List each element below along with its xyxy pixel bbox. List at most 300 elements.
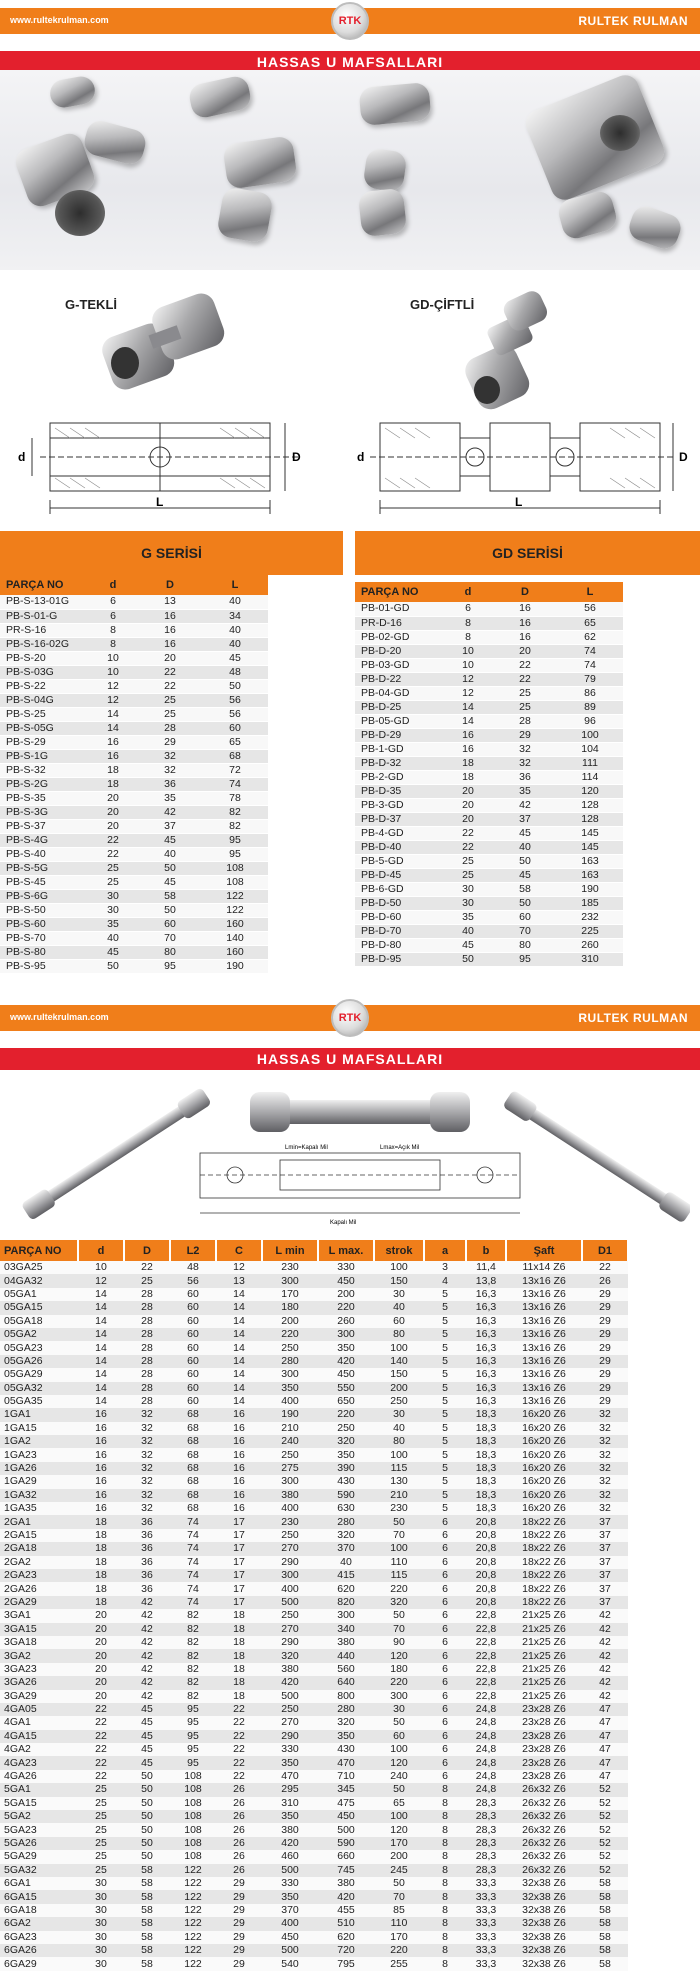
- table-cell: 96: [557, 714, 623, 728]
- table-cell: PB-D-60: [355, 910, 443, 924]
- table-row: [355, 714, 623, 728]
- table-cell: 14: [88, 707, 138, 721]
- table-cell: 13x16 Z6: [506, 1301, 582, 1314]
- table-cell: 300: [262, 1569, 318, 1582]
- single-joint-label: G-TEKLİ: [65, 297, 117, 312]
- table-cell: 16: [493, 616, 557, 630]
- table-cell: 26x32 Z6: [506, 1864, 582, 1877]
- table-cell: 16: [493, 630, 557, 644]
- table-cell: 5: [424, 1328, 466, 1341]
- table-cell: 58: [582, 1877, 628, 1890]
- table-cell: PB-S-32: [0, 763, 88, 777]
- table-cell: 16: [88, 735, 138, 749]
- table-cell: 28,3: [466, 1797, 506, 1810]
- single-joint-drawing: [10, 408, 340, 518]
- table-cell: 24,8: [466, 1743, 506, 1756]
- table-row: [0, 1730, 628, 1743]
- table-row: [0, 1422, 628, 1435]
- table-row: [0, 1850, 628, 1863]
- table-row: [355, 742, 623, 756]
- table-cell: 26x32 Z6: [506, 1783, 582, 1796]
- table-cell: 640: [318, 1676, 374, 1689]
- table-cell: 42: [124, 1623, 170, 1636]
- table-cell: 5GA29: [0, 1850, 78, 1863]
- table-cell: 16: [443, 742, 493, 756]
- table-cell: 500: [262, 1596, 318, 1609]
- table-cell: 800: [318, 1690, 374, 1703]
- column-header: L2: [170, 1240, 216, 1261]
- table-cell: 1GA15: [0, 1422, 78, 1435]
- table-cell: 5GA32: [0, 1864, 78, 1877]
- table-cell: 6: [424, 1743, 466, 1756]
- table-row: [0, 1890, 628, 1903]
- table-cell: 8: [424, 1944, 466, 1957]
- page-title-banner: HASSAS U MAFSALLARI: [0, 1048, 700, 1070]
- table-cell: 35: [138, 791, 202, 805]
- table-cell: PB-S-37: [0, 819, 88, 833]
- table-cell: 17: [216, 1569, 262, 1582]
- table-cell: 100: [374, 1448, 424, 1461]
- table-cell: 2GA23: [0, 1569, 78, 1582]
- table-cell: 18x22 Z6: [506, 1569, 582, 1582]
- table-cell: 30: [78, 1917, 124, 1930]
- column-header: d: [78, 1240, 124, 1261]
- table-cell: 3GA2: [0, 1649, 78, 1662]
- website-url[interactable]: www.rultekrulman.com: [10, 1012, 109, 1022]
- table-cell: 60: [170, 1341, 216, 1354]
- table-cell: 18,3: [466, 1448, 506, 1461]
- table-cell: 500: [262, 1944, 318, 1957]
- table-cell: 4GA15: [0, 1730, 78, 1743]
- table-cell: 350: [262, 1756, 318, 1769]
- table-cell: 45: [124, 1703, 170, 1716]
- table-cell: PB-D-45: [355, 868, 443, 882]
- table-cell: 24,8: [466, 1756, 506, 1769]
- table-cell: 12: [443, 672, 493, 686]
- table-cell: 25: [78, 1797, 124, 1810]
- table-cell: 370: [318, 1542, 374, 1555]
- table-cell: 5GA2: [0, 1810, 78, 1823]
- table-cell: 13: [216, 1274, 262, 1287]
- table-cell: 22: [493, 658, 557, 672]
- table-cell: 108: [202, 875, 268, 889]
- double-joint-drawing: [355, 408, 695, 518]
- table-cell: PB-D-22: [355, 672, 443, 686]
- table-cell: 16: [78, 1502, 124, 1515]
- table-cell: 26: [582, 1274, 628, 1287]
- table-cell: 50: [493, 896, 557, 910]
- table-cell: 95: [170, 1730, 216, 1743]
- table-cell: 5: [424, 1315, 466, 1328]
- table-cell: 114: [557, 770, 623, 784]
- table-cell: 22: [78, 1770, 124, 1783]
- table-cell: 420: [318, 1355, 374, 1368]
- table-row: [0, 1462, 628, 1475]
- table-cell: 108: [170, 1823, 216, 1836]
- table-cell: 80: [493, 938, 557, 952]
- table-cell: 295: [262, 1783, 318, 1796]
- table-cell: 11,4: [466, 1261, 506, 1274]
- table-cell: 14: [78, 1368, 124, 1381]
- table-cell: 122: [170, 1877, 216, 1890]
- table-cell: 350: [262, 1382, 318, 1395]
- table-cell: 1GA2: [0, 1435, 78, 1448]
- table-cell: 65: [374, 1797, 424, 1810]
- table-row: [0, 1408, 628, 1421]
- table-row: [355, 756, 623, 770]
- table-cell: 47: [582, 1703, 628, 1716]
- table-cell: 200: [374, 1850, 424, 1863]
- table-row: [0, 1395, 628, 1408]
- table-cell: 68: [170, 1448, 216, 1461]
- table-cell: 22: [88, 833, 138, 847]
- table-cell: PB-S-22: [0, 679, 88, 693]
- table-cell: 28,3: [466, 1837, 506, 1850]
- table-cell: 16: [216, 1462, 262, 1475]
- gd-series-title: GD SERİSİ: [355, 531, 700, 575]
- table-cell: 52: [582, 1864, 628, 1877]
- table-cell: 40: [202, 637, 268, 651]
- table-row: [0, 1837, 628, 1850]
- table-cell: 17: [216, 1596, 262, 1609]
- table-row: [0, 693, 268, 707]
- table-row: [0, 749, 268, 763]
- table-cell: 28,3: [466, 1864, 506, 1877]
- table-cell: 16x20 Z6: [506, 1489, 582, 1502]
- table-cell: 420: [262, 1676, 318, 1689]
- table-cell: 32: [124, 1502, 170, 1515]
- table-cell: 74: [170, 1582, 216, 1595]
- table-cell: 145: [557, 840, 623, 854]
- table-cell: 20: [443, 812, 493, 826]
- table-cell: 58: [582, 1890, 628, 1903]
- table-cell: 122: [170, 1931, 216, 1944]
- table-cell: 300: [318, 1328, 374, 1341]
- table-cell: 22: [138, 665, 202, 679]
- table-cell: 145: [557, 826, 623, 840]
- table-cell: 18,3: [466, 1422, 506, 1435]
- table-cell: 58: [582, 1931, 628, 1944]
- table-row: [0, 1288, 628, 1301]
- table-cell: 28: [493, 714, 557, 728]
- lmin-label: Lmin=Kapalı Mil: [285, 1145, 328, 1151]
- table-cell: 32x38 Z6: [506, 1944, 582, 1957]
- table-cell: 8: [424, 1797, 466, 1810]
- table-cell: 33,3: [466, 1890, 506, 1903]
- table-cell: 330: [318, 1261, 374, 1274]
- table-cell: 16x20 Z6: [506, 1435, 582, 1448]
- table-cell: 22,8: [466, 1636, 506, 1649]
- table-cell: 80: [138, 945, 202, 959]
- table-cell: 35: [88, 917, 138, 931]
- table-cell: 30: [78, 1904, 124, 1917]
- table-cell: 35: [493, 784, 557, 798]
- table-cell: 14: [216, 1382, 262, 1395]
- table-cell: 80: [374, 1328, 424, 1341]
- table-cell: 14: [216, 1355, 262, 1368]
- table-cell: 190: [557, 882, 623, 896]
- table-cell: 18x22 Z6: [506, 1582, 582, 1595]
- table-cell: 122: [170, 1864, 216, 1877]
- table-header-row: [0, 575, 268, 595]
- table-cell: 6: [424, 1636, 466, 1649]
- table-cell: 58: [124, 1944, 170, 1957]
- table-cell: 82: [170, 1676, 216, 1689]
- table-cell: 163: [557, 854, 623, 868]
- table-cell: 60: [170, 1288, 216, 1301]
- table-cell: 420: [262, 1837, 318, 1850]
- table-cell: 8: [424, 1837, 466, 1850]
- table-cell: 50: [124, 1823, 170, 1836]
- table-cell: 22: [78, 1716, 124, 1729]
- table-cell: PB-05-GD: [355, 714, 443, 728]
- table-cell: 280: [318, 1515, 374, 1528]
- table-cell: 22: [216, 1756, 262, 1769]
- table-cell: 17: [216, 1529, 262, 1542]
- double-joint-label: GD-ÇİFTLİ: [410, 297, 475, 312]
- table-cell: 345: [318, 1783, 374, 1796]
- table-cell: 6GA15: [0, 1890, 78, 1903]
- table-cell: 5: [424, 1355, 466, 1368]
- table-row: [0, 721, 268, 735]
- column-header: L max.: [318, 1240, 374, 1261]
- table-cell: 6: [424, 1556, 466, 1569]
- table-cell: 32: [493, 742, 557, 756]
- table-cell: 16: [216, 1435, 262, 1448]
- table-cell: 22: [78, 1756, 124, 1769]
- table-cell: 5: [424, 1382, 466, 1395]
- g-series-title: G SERİSİ: [0, 531, 343, 575]
- table-row: [0, 1810, 628, 1823]
- table-cell: 23x28 Z6: [506, 1770, 582, 1783]
- table-cell: 8: [88, 623, 138, 637]
- table-cell: 400: [262, 1917, 318, 1930]
- table-cell: 40: [202, 623, 268, 637]
- table-row: [0, 1944, 628, 1957]
- table-cell: 22: [493, 672, 557, 686]
- table-cell: 330: [262, 1877, 318, 1890]
- table-cell: 255: [374, 1957, 424, 1970]
- table-cell: 13x16 Z6: [506, 1368, 582, 1381]
- column-header: Şaft: [506, 1240, 582, 1261]
- table-cell: 16: [216, 1502, 262, 1515]
- table-cell: 6GA26: [0, 1944, 78, 1957]
- table-cell: 37: [582, 1529, 628, 1542]
- table-row: [0, 1341, 628, 1354]
- table-cell: 250: [262, 1341, 318, 1354]
- table-cell: 270: [262, 1542, 318, 1555]
- table-cell: 120: [374, 1756, 424, 1769]
- table-row: [0, 651, 268, 665]
- table-cell: 13x16 Z6: [506, 1382, 582, 1395]
- table-cell: 20: [78, 1663, 124, 1676]
- table-cell: 100: [374, 1261, 424, 1274]
- table-row: [0, 1649, 628, 1662]
- table-cell: 2GA29: [0, 1596, 78, 1609]
- table-cell: 180: [374, 1663, 424, 1676]
- table-row: [0, 1690, 628, 1703]
- table-cell: 20: [88, 819, 138, 833]
- table-cell: 22: [216, 1730, 262, 1743]
- table-cell: 14: [216, 1341, 262, 1354]
- table-cell: 30: [374, 1288, 424, 1301]
- table-cell: 29: [582, 1288, 628, 1301]
- double-joint-photo: [455, 290, 555, 415]
- table-cell: 6: [424, 1756, 466, 1769]
- table-cell: 14: [216, 1395, 262, 1408]
- rtk-logo: RTK: [331, 2, 369, 40]
- table-cell: PB-D-40: [355, 840, 443, 854]
- website-url[interactable]: www.rultekrulman.com: [10, 15, 109, 25]
- table-cell: PB-S-05G: [0, 721, 88, 735]
- table-cell: 52: [582, 1783, 628, 1796]
- table-cell: 25: [78, 1864, 124, 1877]
- table-cell: 122: [170, 1917, 216, 1930]
- table-cell: 45: [124, 1730, 170, 1743]
- table-cell: 350: [318, 1448, 374, 1461]
- table-cell: 32: [124, 1462, 170, 1475]
- table-cell: 380: [262, 1489, 318, 1502]
- table-cell: 70: [374, 1890, 424, 1903]
- table-cell: 30: [88, 889, 138, 903]
- dim-d-label: d: [357, 450, 365, 464]
- table-cell: 5: [424, 1341, 466, 1354]
- table-cell: 29: [216, 1890, 262, 1903]
- table-cell: 14: [216, 1368, 262, 1381]
- table-cell: 210: [374, 1489, 424, 1502]
- table-cell: 350: [318, 1341, 374, 1354]
- table-cell: 26x32 Z6: [506, 1797, 582, 1810]
- table-cell: 32: [138, 749, 202, 763]
- table-cell: 28: [124, 1341, 170, 1354]
- table-cell: PB-S-20: [0, 651, 88, 665]
- table-cell: 6: [424, 1703, 466, 1716]
- table-cell: 72: [202, 763, 268, 777]
- table-cell: 22: [582, 1261, 628, 1274]
- table-cell: 42: [124, 1636, 170, 1649]
- table-cell: 16: [216, 1408, 262, 1421]
- table-cell: PB-S-50: [0, 903, 88, 917]
- table-cell: 6: [424, 1582, 466, 1595]
- table-cell: 16x20 Z6: [506, 1462, 582, 1475]
- table-cell: 95: [170, 1716, 216, 1729]
- table-cell: 6: [424, 1730, 466, 1743]
- table-row: [355, 854, 623, 868]
- table-cell: 5GA1: [0, 1783, 78, 1796]
- table-cell: PB-S-03G: [0, 665, 88, 679]
- table-cell: 58: [582, 1944, 628, 1957]
- table-cell: 20,8: [466, 1569, 506, 1582]
- table-cell: 6: [424, 1690, 466, 1703]
- table-row: [0, 931, 268, 945]
- table-row: [0, 1542, 628, 1555]
- table-cell: PB-S-6G: [0, 889, 88, 903]
- table-cell: 1GA23: [0, 1448, 78, 1461]
- table-cell: 18: [78, 1515, 124, 1528]
- table-cell: 6: [88, 595, 138, 609]
- table-cell: 68: [170, 1475, 216, 1488]
- table-cell: 4GA2: [0, 1743, 78, 1756]
- table-cell: 10: [443, 644, 493, 658]
- table-cell: 16x20 Z6: [506, 1502, 582, 1515]
- table-cell: 29: [582, 1355, 628, 1368]
- table-cell: 50: [493, 854, 557, 868]
- table-cell: 111: [557, 756, 623, 770]
- table-row: [0, 1596, 628, 1609]
- table-cell: 110: [374, 1556, 424, 1569]
- table-cell: PB-S-35: [0, 791, 88, 805]
- table-row: [0, 1569, 628, 1582]
- table-cell: 5: [424, 1422, 466, 1435]
- table-cell: 50: [443, 952, 493, 966]
- joint-bore: [55, 190, 105, 236]
- table-cell: 1GA32: [0, 1489, 78, 1502]
- table-cell: PB-4-GD: [355, 826, 443, 840]
- table-cell: 122: [170, 1890, 216, 1903]
- table-cell: 370: [262, 1904, 318, 1917]
- table-cell: 34: [202, 609, 268, 623]
- table-cell: 32x38 Z6: [506, 1877, 582, 1890]
- table-cell: 4GA23: [0, 1756, 78, 1769]
- table-cell: 42: [582, 1676, 628, 1689]
- table-cell: 36: [124, 1556, 170, 1569]
- table-cell: 230: [262, 1515, 318, 1528]
- table-cell: 140: [202, 931, 268, 945]
- table-cell: 32: [493, 756, 557, 770]
- table-cell: 42: [124, 1596, 170, 1609]
- table-cell: 5: [424, 1448, 466, 1461]
- table-cell: 108: [170, 1783, 216, 1796]
- table-cell: 26: [216, 1810, 262, 1823]
- brand-name: RULTEK RULMAN: [578, 14, 688, 28]
- table-cell: 5GA23: [0, 1823, 78, 1836]
- table-row: [0, 1931, 628, 1944]
- table-cell: 50: [124, 1837, 170, 1850]
- table-cell: 550: [318, 1382, 374, 1395]
- table-cell: 16: [78, 1489, 124, 1502]
- table-cell: 350: [262, 1810, 318, 1823]
- table-cell: 60: [138, 917, 202, 931]
- table-row: [0, 1489, 628, 1502]
- gd-series-table: [355, 582, 623, 967]
- table-cell: 185: [557, 896, 623, 910]
- table-cell: 16,3: [466, 1315, 506, 1328]
- table-cell: PB-S-60: [0, 917, 88, 931]
- table-cell: 6: [424, 1609, 466, 1622]
- table-cell: 70: [374, 1623, 424, 1636]
- table-cell: 510: [318, 1917, 374, 1930]
- table-row: [0, 1609, 628, 1622]
- table-cell: 62: [557, 630, 623, 644]
- table-cell: 37: [138, 819, 202, 833]
- table-cell: 20: [78, 1609, 124, 1622]
- table-cell: 82: [170, 1690, 216, 1703]
- table-cell: 10: [88, 665, 138, 679]
- table-cell: 48: [202, 665, 268, 679]
- table-cell: 3GA18: [0, 1636, 78, 1649]
- g-series-table: [0, 575, 268, 974]
- table-cell: 29: [216, 1944, 262, 1957]
- table-cell: 26: [216, 1823, 262, 1836]
- table-cell: 320: [262, 1649, 318, 1662]
- table-cell: 18: [78, 1582, 124, 1595]
- table-cell: 89: [557, 700, 623, 714]
- table-cell: 220: [318, 1301, 374, 1314]
- table-cell: 16: [493, 602, 557, 616]
- table-cell: PB-S-4G: [0, 833, 88, 847]
- table-cell: 30: [443, 882, 493, 896]
- table-row: [0, 1823, 628, 1836]
